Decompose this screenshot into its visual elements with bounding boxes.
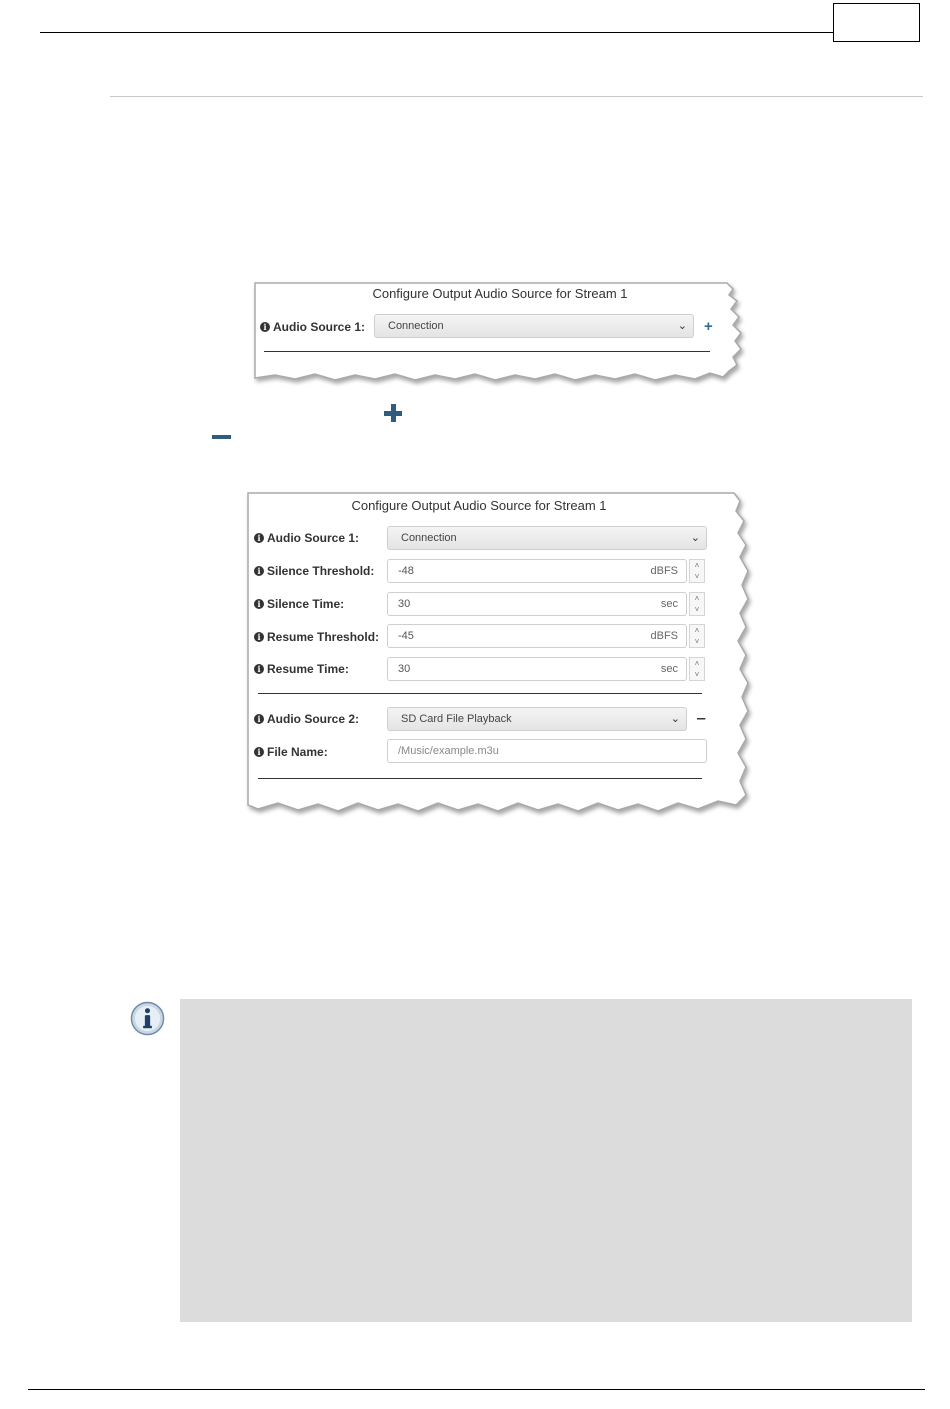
divider (258, 778, 702, 779)
info-icon[interactable]: i (254, 632, 264, 642)
resume-threshold-spinner[interactable] (689, 624, 705, 648)
audio-source-1-select[interactable]: Connection ⌄ (374, 314, 694, 338)
silence-threshold-spinner[interactable] (689, 559, 705, 583)
spin-down-icon[interactable]: ˅ (694, 637, 700, 646)
audio-source-1-label: i Audio Source 1: (254, 531, 359, 545)
resume-threshold-label: i Resume Threshold: (254, 630, 379, 644)
spin-up-icon[interactable]: ˄ (694, 659, 700, 668)
audio-source-1-label: i Audio Source 1: (260, 320, 365, 334)
spin-up-icon[interactable]: ˄ (694, 561, 700, 570)
chevron-down-icon: ⌄ (690, 532, 700, 544)
note-box (180, 999, 912, 1322)
remove-source-button[interactable]: ‒ (697, 710, 706, 727)
info-icon[interactable]: i (254, 747, 264, 757)
spin-down-icon[interactable]: ˅ (694, 670, 700, 679)
info-icon[interactable]: i (260, 322, 270, 332)
silence-time-spinner[interactable] (689, 592, 705, 616)
silence-threshold-label: i Silence Threshold: (254, 564, 374, 578)
file-name-input[interactable]: /Music/example.m3u (387, 739, 707, 763)
info-icon (130, 1001, 165, 1036)
footer-rule (28, 1389, 925, 1390)
panel-title: Configure Output Audio Source for Stream 1 (351, 498, 607, 513)
plus-icon (383, 403, 403, 423)
silence-time-input[interactable]: 30 sec (387, 592, 687, 616)
resume-time-input[interactable]: 30 sec (387, 657, 687, 681)
chevron-down-icon: ⌄ (677, 320, 687, 332)
info-icon[interactable]: i (254, 664, 264, 674)
screenshot-panel-2 (248, 493, 753, 818)
audio-source-2-label: i Audio Source 2: (254, 712, 359, 726)
page-number-box (833, 3, 920, 42)
info-icon[interactable]: i (254, 533, 264, 543)
spin-down-icon[interactable]: ˅ (694, 605, 700, 614)
screenshot-panel-1 (255, 283, 745, 381)
silence-time-label: i Silence Time: (254, 597, 344, 611)
divider (264, 351, 710, 352)
panel-title: Configure Output Audio Source for Stream 1 (372, 286, 628, 301)
add-source-button[interactable]: + (704, 318, 713, 335)
spin-down-icon[interactable]: ˅ (694, 572, 700, 581)
header-rule (40, 32, 833, 33)
resume-threshold-input[interactable]: -45 dBFS (387, 624, 687, 648)
info-icon[interactable]: i (254, 566, 264, 576)
resume-time-label: i Resume Time: (254, 662, 349, 676)
info-icon[interactable]: i (254, 714, 264, 724)
file-name-label: i File Name: (254, 745, 328, 759)
audio-source-2-select[interactable]: SD Card File Playback ⌄ (387, 707, 687, 731)
chevron-down-icon: ⌄ (670, 713, 680, 725)
spin-up-icon[interactable]: ˄ (694, 626, 700, 635)
divider (258, 693, 702, 694)
minus-icon (212, 435, 231, 439)
audio-source-1-select[interactable]: Connection ⌄ (387, 526, 707, 550)
silence-threshold-input[interactable]: -48 dBFS (387, 559, 687, 583)
resume-time-spinner[interactable] (689, 657, 705, 681)
info-icon[interactable]: i (254, 599, 264, 609)
spin-up-icon[interactable]: ˄ (694, 594, 700, 603)
section-rule (110, 96, 923, 97)
